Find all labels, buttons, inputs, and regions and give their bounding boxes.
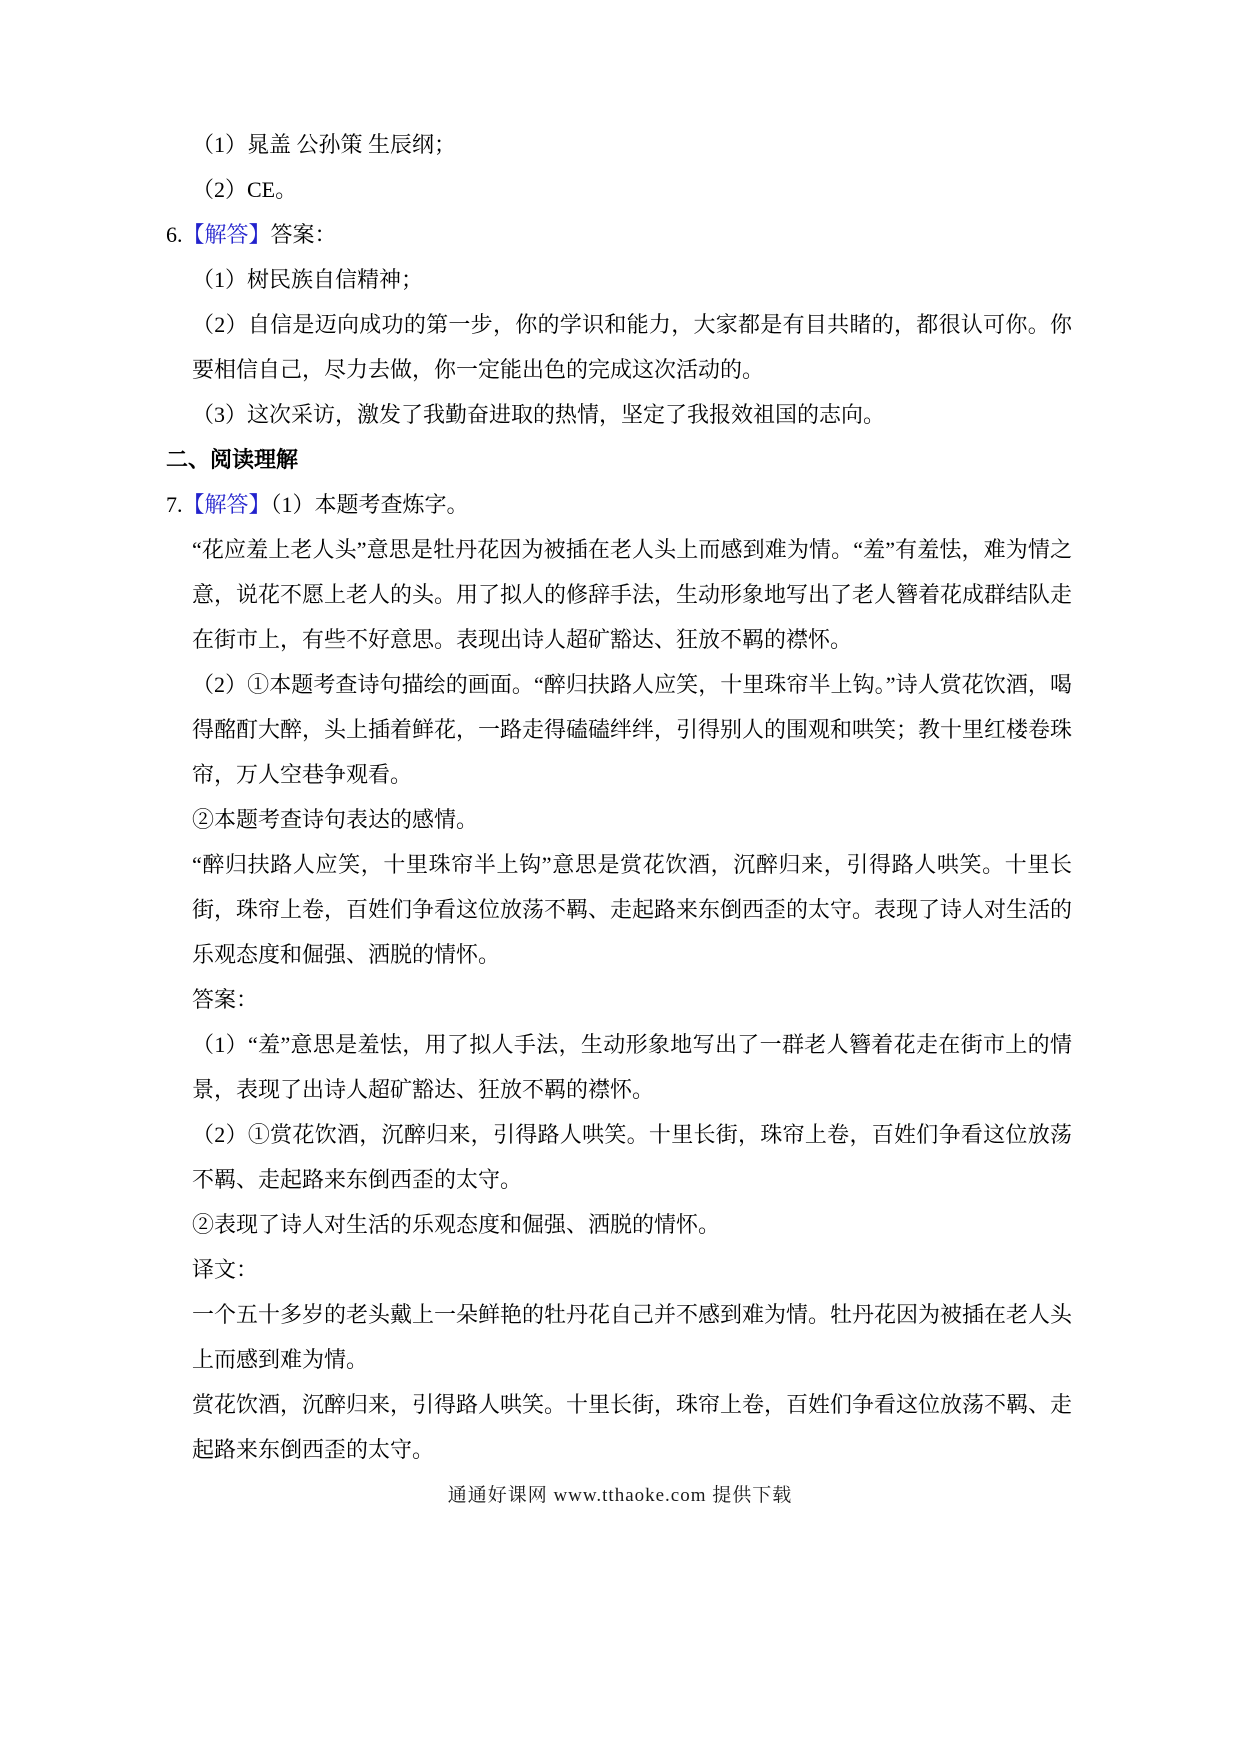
paragraph-text: （1）本题考查炼字。 bbox=[270, 492, 469, 517]
paragraph-text: （1）晁盖 公孙策 生辰纲； bbox=[192, 132, 457, 157]
paragraph-text: （1）树民族自信精神； bbox=[192, 267, 424, 292]
paragraph bbox=[192, 257, 1072, 302]
answer-marker: 【解答】 bbox=[182, 222, 271, 247]
item-number: 6. bbox=[166, 222, 183, 247]
paragraph-text: ②本题考查诗句表达的感情。 bbox=[192, 807, 479, 832]
answer-item-7 bbox=[166, 482, 1072, 527]
paragraph bbox=[192, 797, 1072, 842]
paragraph bbox=[192, 1112, 1072, 1202]
paragraph-text: 译文： bbox=[192, 1257, 259, 1282]
paragraph-text: （1）“羞”意思是羞怯，用了拟人手法，生动形象地写出了一群老人簪着花走在街市上的情景，表现了出诗人超矿豁达、狂放不羁的襟怀。 bbox=[192, 1032, 1072, 1102]
paragraph-text: （3）这次采访，激发了我勤奋进取的热情，坚定了我报效祖国的志向。 bbox=[192, 402, 886, 427]
paragraph-text: 一个五十多岁的老头戴上一朵鲜艳的牡丹花自己并不感到难为情。牡丹花因为被插在老人头上而感到难为情。 bbox=[192, 1302, 1073, 1372]
paragraph-text: （2）CE。 bbox=[192, 177, 298, 202]
paragraph-text: 赏花饮酒，沉醉归来，引得路人哄笑。十里长街，珠帘上卷，百姓们争看这位放荡不羁、走起路来东倒西歪的太守。 bbox=[192, 1392, 1073, 1462]
paragraph bbox=[192, 662, 1072, 797]
paragraph-text: ②表现了诗人对生活的乐观态度和倔强、洒脱的情怀。 bbox=[192, 1212, 721, 1237]
paragraph-text: 答案： bbox=[192, 987, 259, 1012]
section-heading-reading: 二、阅读理解 bbox=[166, 447, 299, 472]
answer-item-6 bbox=[166, 212, 1072, 257]
paragraph-text: “花应羞上老人头”意思是牡丹花因为被插在老人头上而感到难为情。“羞”有羞怯，难为情之意，说花不愿上老人的头。用了拟人的修辞手法，生动形象地写出了老人簪着花成群结队走在街市上，有些不好意思。表现出诗人超矿豁达、狂放不羁的襟怀。 bbox=[192, 537, 1073, 652]
paragraph-text: “醉归扶路人应笑，十里珠帘半上钩”意思是赏花饮酒，沉醉归来，引得路人哄笑。十里长街，珠帘上卷，百姓们争看这位放荡不羁、走起路来东倒西歪的太守。表现了诗人对生活的乐观态度和倔强、洒脱的情怀。 bbox=[192, 852, 1073, 967]
paragraph bbox=[192, 842, 1072, 977]
paragraph-text: （2）自信是迈向成功的第一步，你的学识和能力，大家都是有目共睹的，都很认可你。你要相信自己，尽力去做，你一定能出色的完成这次活动的。 bbox=[192, 312, 1072, 382]
paragraph-text: 答案： bbox=[270, 222, 337, 247]
paragraph bbox=[192, 1292, 1072, 1382]
paragraph-text: （2）①本题考查诗句描绘的画面。“醉归扶路人应笑，十里珠帘半上钩。”诗人赏花饮酒，喝得酩酊大醉，头上插着鲜花，一路走得磕磕绊绊，引得别人的围观和哄笑；教十里红楼卷珠帘，万人空巷争观看。 bbox=[192, 672, 1073, 787]
paragraph bbox=[192, 1022, 1072, 1112]
paragraph bbox=[192, 1382, 1072, 1472]
page-footer: 通通好课网 www.tthaoke.com 提供下载 bbox=[447, 1485, 793, 1506]
paragraph bbox=[192, 977, 1072, 1022]
item-number: 7. bbox=[166, 492, 183, 517]
paragraph bbox=[192, 1247, 1072, 1292]
answer-marker: 【解答】 bbox=[182, 492, 271, 517]
paragraph-text: （2）①赏花饮酒，沉醉归来，引得路人哄笑。十里长街，珠帘上卷，百姓们争看这位放荡不羁、走起路来东倒西歪的太守。 bbox=[192, 1122, 1072, 1192]
paragraph bbox=[192, 122, 1072, 167]
paragraph bbox=[192, 1202, 1072, 1247]
paragraph bbox=[192, 167, 1072, 212]
paragraph bbox=[192, 527, 1072, 662]
paragraph bbox=[192, 302, 1072, 392]
document-content bbox=[166, 122, 1073, 1472]
paragraph bbox=[192, 392, 1072, 437]
